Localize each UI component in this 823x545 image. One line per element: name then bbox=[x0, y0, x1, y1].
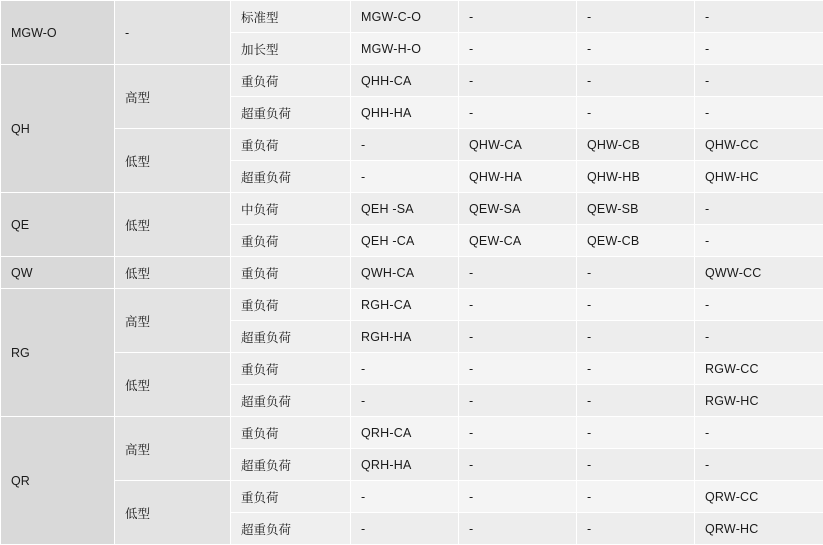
model-cell: QEW-SB bbox=[577, 193, 695, 225]
table-row bbox=[1, 481, 823, 513]
series-cell: MGW-O bbox=[1, 1, 115, 65]
model-cell: - bbox=[577, 321, 695, 353]
model-cell: - bbox=[459, 513, 577, 545]
model-cell: - bbox=[577, 289, 695, 321]
load-type-cell: 超重负荷 bbox=[231, 161, 351, 193]
model-cell: QRW-CC bbox=[695, 481, 823, 513]
load-type-cell: 重负荷 bbox=[231, 65, 351, 97]
model-cell: RGH-HA bbox=[351, 321, 459, 353]
height-type-cell: 低型 bbox=[115, 129, 231, 193]
model-cell: - bbox=[695, 417, 823, 449]
height-type-cell: 低型 bbox=[115, 193, 231, 257]
height-type-cell: 低型 bbox=[115, 481, 231, 545]
table-row bbox=[1, 417, 823, 449]
model-cell: - bbox=[695, 65, 823, 97]
table-row bbox=[1, 65, 823, 97]
load-type-cell: 加长型 bbox=[231, 33, 351, 65]
model-cell: - bbox=[351, 353, 459, 385]
model-cell: - bbox=[459, 481, 577, 513]
model-cell: MGW-C-O bbox=[351, 1, 459, 33]
model-cell: QHW-CB bbox=[577, 129, 695, 161]
model-cell: - bbox=[459, 321, 577, 353]
load-type-cell: 重负荷 bbox=[231, 417, 351, 449]
model-cell: - bbox=[351, 513, 459, 545]
model-cell: - bbox=[577, 353, 695, 385]
table-row bbox=[1, 193, 823, 225]
model-cell: - bbox=[695, 449, 823, 481]
model-cell: - bbox=[459, 289, 577, 321]
model-cell: - bbox=[459, 257, 577, 289]
model-cell: - bbox=[577, 481, 695, 513]
load-type-cell: 超重负荷 bbox=[231, 321, 351, 353]
model-cell: QEW-CB bbox=[577, 225, 695, 257]
table-row bbox=[1, 289, 823, 321]
model-cell: QRW-HC bbox=[695, 513, 823, 545]
model-cell: - bbox=[351, 481, 459, 513]
model-cell: - bbox=[459, 353, 577, 385]
model-cell: - bbox=[695, 33, 823, 65]
model-cell: - bbox=[577, 1, 695, 33]
model-cell: QEW-SA bbox=[459, 193, 577, 225]
model-cell: - bbox=[695, 193, 823, 225]
model-cell: QEW-CA bbox=[459, 225, 577, 257]
model-cell: - bbox=[577, 65, 695, 97]
load-type-cell: 重负荷 bbox=[231, 353, 351, 385]
model-cell: RGH-CA bbox=[351, 289, 459, 321]
model-cell: - bbox=[351, 161, 459, 193]
model-cell: - bbox=[459, 449, 577, 481]
model-cell: QHW-HB bbox=[577, 161, 695, 193]
series-cell: QE bbox=[1, 193, 115, 257]
model-cell: - bbox=[459, 385, 577, 417]
load-type-cell: 超重负荷 bbox=[231, 97, 351, 129]
model-cell: QHW-HC bbox=[695, 161, 823, 193]
model-cell: - bbox=[695, 289, 823, 321]
load-type-cell: 重负荷 bbox=[231, 225, 351, 257]
height-type-cell: 高型 bbox=[115, 65, 231, 129]
load-type-cell: 超重负荷 bbox=[231, 385, 351, 417]
load-type-cell: 中负荷 bbox=[231, 193, 351, 225]
load-type-cell: 超重负荷 bbox=[231, 513, 351, 545]
model-cell: - bbox=[577, 513, 695, 545]
model-cell: QRH-CA bbox=[351, 417, 459, 449]
model-cell: QHH-HA bbox=[351, 97, 459, 129]
model-cell: - bbox=[577, 449, 695, 481]
series-cell: QR bbox=[1, 417, 115, 545]
model-cell: - bbox=[695, 225, 823, 257]
load-type-cell: 重负荷 bbox=[231, 257, 351, 289]
model-cell: - bbox=[459, 65, 577, 97]
series-cell: RG bbox=[1, 289, 115, 417]
model-cell: QEH -SA bbox=[351, 193, 459, 225]
table-row bbox=[1, 129, 823, 161]
model-cell: - bbox=[577, 257, 695, 289]
table-row bbox=[1, 257, 823, 289]
load-type-cell: 标准型 bbox=[231, 1, 351, 33]
model-cell: - bbox=[459, 97, 577, 129]
model-cell: - bbox=[695, 321, 823, 353]
model-cell: QWH-CA bbox=[351, 257, 459, 289]
model-cell: - bbox=[695, 97, 823, 129]
model-cell: - bbox=[459, 33, 577, 65]
load-type-cell: 超重负荷 bbox=[231, 449, 351, 481]
model-cell: - bbox=[459, 1, 577, 33]
model-cell: MGW-H-O bbox=[351, 33, 459, 65]
table-row bbox=[1, 353, 823, 385]
model-cell: QHW-CC bbox=[695, 129, 823, 161]
model-cell: - bbox=[577, 33, 695, 65]
load-type-cell: 重负荷 bbox=[231, 481, 351, 513]
model-cell: RGW-HC bbox=[695, 385, 823, 417]
model-cell: - bbox=[459, 417, 577, 449]
model-cell: QWW-CC bbox=[695, 257, 823, 289]
height-type-cell: 低型 bbox=[115, 257, 231, 289]
height-type-cell: 低型 bbox=[115, 353, 231, 417]
model-cell: - bbox=[351, 129, 459, 161]
series-cell: QH bbox=[1, 65, 115, 193]
model-cell: - bbox=[351, 385, 459, 417]
model-cell: - bbox=[577, 97, 695, 129]
table-row bbox=[1, 1, 823, 33]
model-cell: QRH-HA bbox=[351, 449, 459, 481]
model-cell: RGW-CC bbox=[695, 353, 823, 385]
load-type-cell: 重负荷 bbox=[231, 129, 351, 161]
model-cell: QHH-CA bbox=[351, 65, 459, 97]
model-cell: QHW-HA bbox=[459, 161, 577, 193]
model-cell: QEH -CA bbox=[351, 225, 459, 257]
height-type-cell: - bbox=[115, 1, 231, 65]
model-cell: - bbox=[695, 1, 823, 33]
model-cell: QHW-CA bbox=[459, 129, 577, 161]
height-type-cell: 高型 bbox=[115, 289, 231, 353]
height-type-cell: 高型 bbox=[115, 417, 231, 481]
series-cell: QW bbox=[1, 257, 115, 289]
load-type-cell: 重负荷 bbox=[231, 289, 351, 321]
model-cell: - bbox=[577, 385, 695, 417]
model-cell: - bbox=[577, 417, 695, 449]
